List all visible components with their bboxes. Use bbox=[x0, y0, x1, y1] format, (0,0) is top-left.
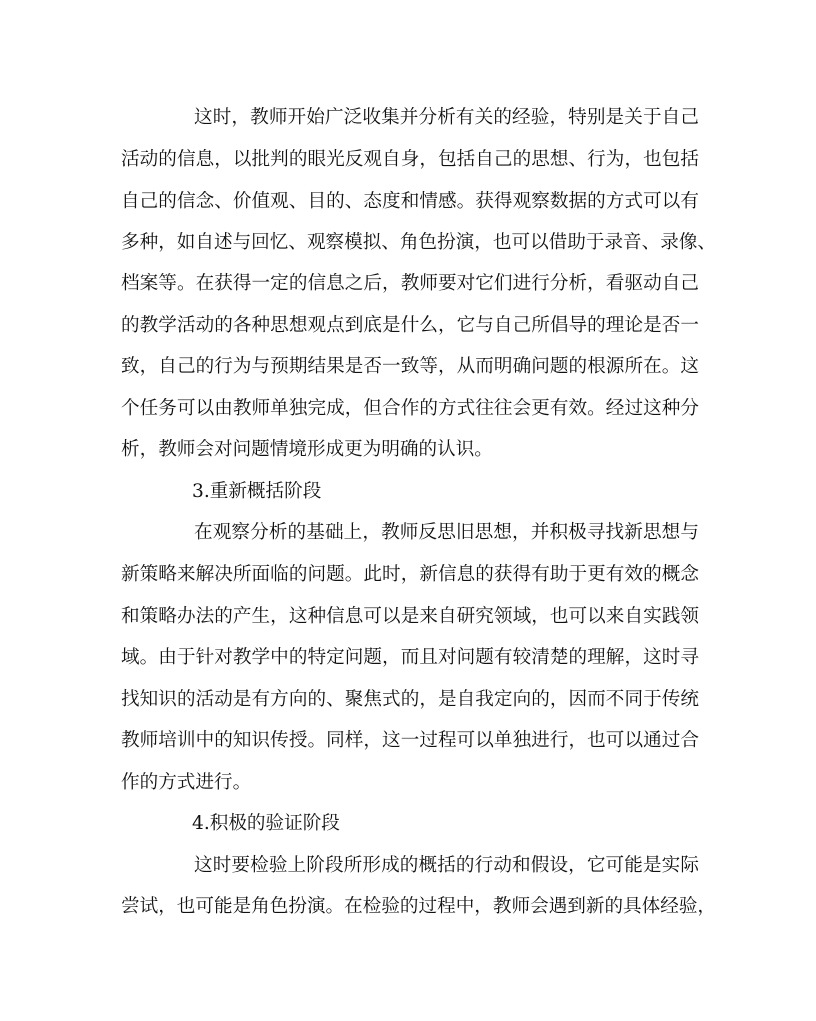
paragraph-1-line-4: 多种，如自述与回忆、观察模拟、角色扮演，也可以借助于录音、录像、 bbox=[121, 232, 717, 253]
paragraph-3-line-2: 尝试，也可能是角色扮演。在检验的过程中，教师会遇到新的具体经验， bbox=[121, 896, 717, 917]
paragraph-1-line-9: 析，教师会对问题情境形成更为明确的认识。 bbox=[121, 439, 493, 460]
paragraph-1-line-3: 自己的信念、价值观、目的、态度和情感。获得观察数据的方式可以有 bbox=[121, 191, 699, 212]
section-heading-3: 3.重新概括阶段 bbox=[192, 481, 322, 502]
paragraph-1-line-7: 致，自己的行为与预期结果是否一致等，从而明确问题的根源所在。这 bbox=[121, 356, 699, 377]
paragraph-2-line-1: 在观察分析的基础上，教师反思旧思想，并积极寻找新思想与 bbox=[194, 522, 699, 543]
paragraph-1-line-5: 档案等。在获得一定的信息之后，教师要对它们进行分析，看驱动自己 bbox=[121, 273, 699, 294]
paragraph-2-line-7: 作的方式进行。 bbox=[121, 772, 252, 793]
paragraph-1-line-1: 这时，教师开始广泛收集并分析有关的经验，特别是关于自己 bbox=[194, 107, 699, 128]
paragraph-3-line-1: 这时要检验上阶段所形成的概括的行动和假设，它可能是实际 bbox=[194, 855, 699, 876]
paragraph-2-line-4: 域。由于针对教学中的特定问题，而且对问题有较清楚的理解，这时寻 bbox=[121, 647, 699, 668]
paragraph-2-line-5: 找知识的活动是有方向的、聚焦式的，是自我定向的，因而不同于传统 bbox=[121, 689, 699, 710]
paragraph-1-line-6: 的教学活动的各种思想观点到底是什么，它与自己所倡导的理论是否一 bbox=[121, 315, 699, 336]
paragraph-1-line-8: 个任务可以由教师单独完成，但合作的方式往往会更有效。经过这种分 bbox=[121, 398, 699, 419]
section-heading-4: 4.积极的验证阶段 bbox=[192, 813, 340, 834]
paragraph-1-line-2: 活动的信息，以批判的眼光反观自身，包括自己的思想、行为，也包括 bbox=[121, 149, 699, 170]
paragraph-2-line-6: 教师培训中的知识传授。同样，这一过程可以单独进行，也可以通过合 bbox=[121, 730, 699, 751]
paragraph-2-line-2: 新策略来解决所面临的问题。此时，新信息的获得有助于更有效的概念 bbox=[121, 564, 699, 585]
paragraph-2-line-3: 和策略办法的产生，这种信息可以是来自研究领域，也可以来自实践领 bbox=[121, 606, 699, 627]
